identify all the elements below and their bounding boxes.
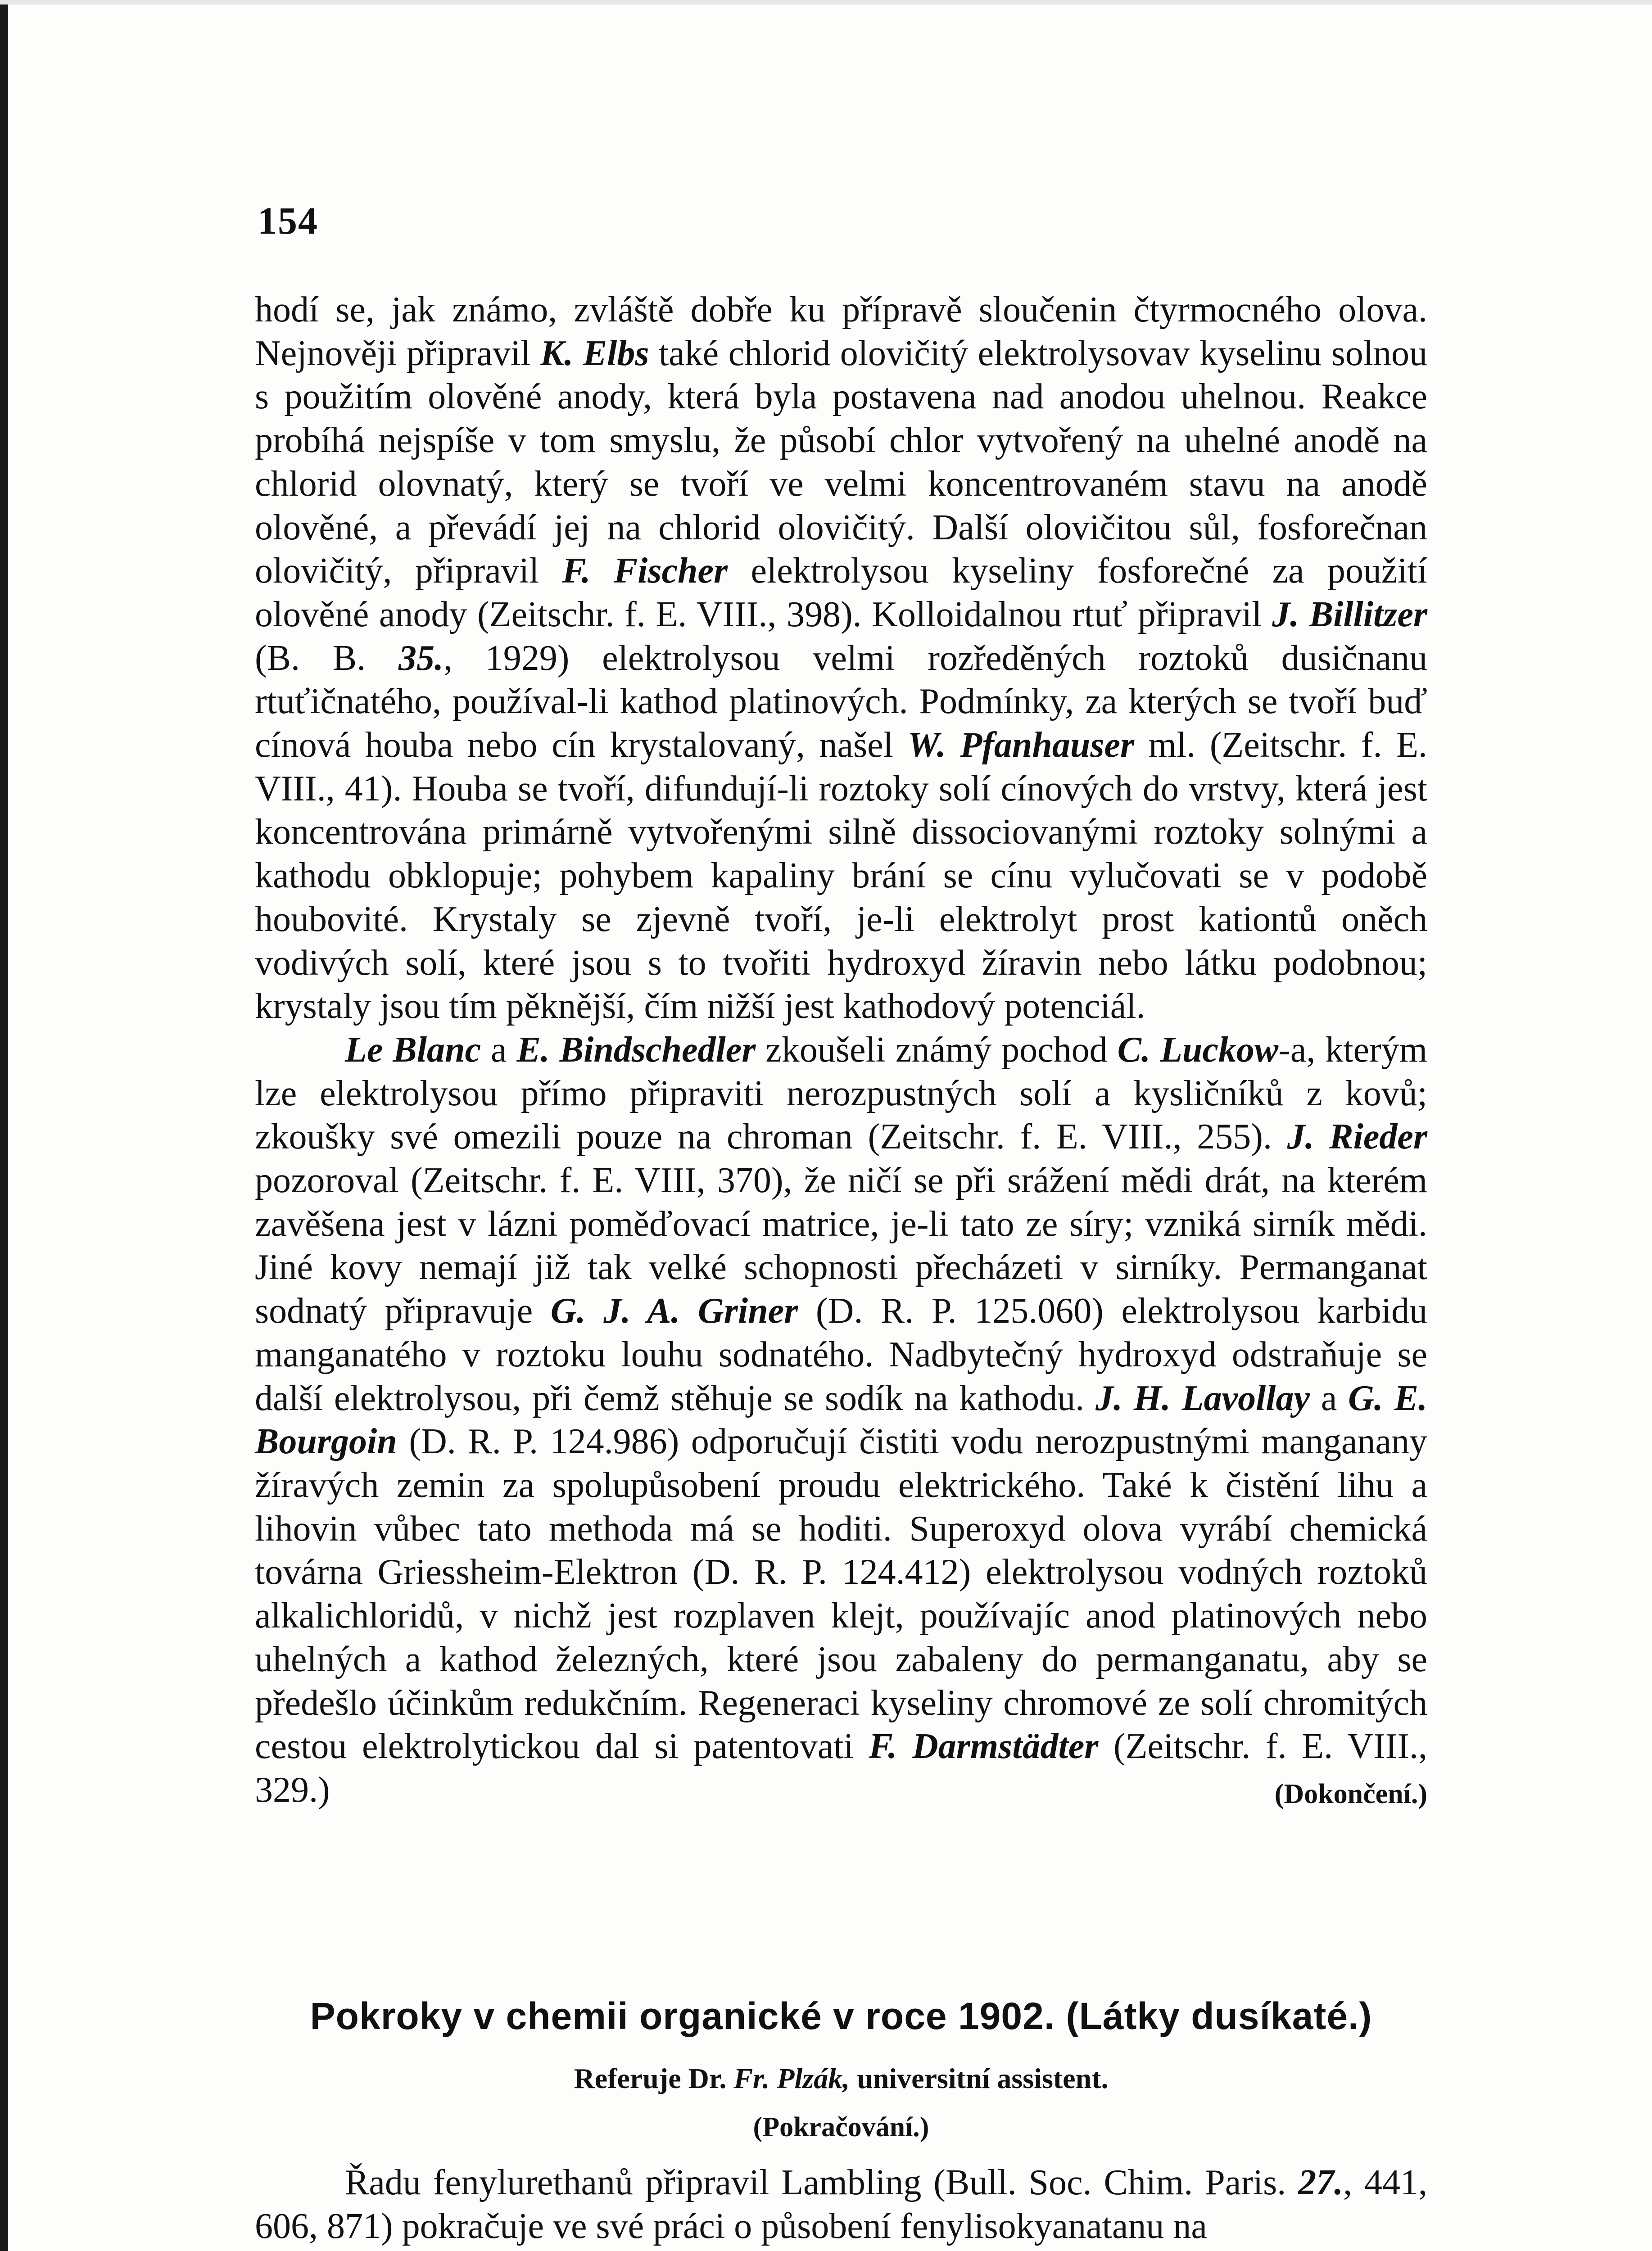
text-run: -a, kterým lze elektrolysou přímo připraviti nerozpustných solí a kysličníků z kovů; zkoušky své omezili pouze na chroman (Zeitschr. f. E. VIII., 255).: [255, 1030, 1427, 1157]
byline-suffix: universitní assistent.: [850, 2062, 1109, 2094]
text-run: pozoroval (Zeitschr. f. E. VIII, 370), že ničí se při srážení mědi drát, na kterém zavěšena jest v lázni poměďovací matrice, je-li tato ze síry; vzniká sirník mědi. Jiné kovy nemají již tak velké schopnosti přecházeti v sirníky. Permanganat sodnatý připravuje: [255, 1161, 1427, 1331]
author-name: J. H. Lavollay: [1095, 1378, 1310, 1418]
author-name: 27.: [1298, 2163, 1344, 2202]
text-run: (B. B.: [255, 638, 398, 678]
text-run: Řadu fenylurethanů připravil Lambling (Bull. Soc. Chim. Paris.: [345, 2163, 1299, 2202]
page-number: 154: [258, 199, 318, 242]
article-heading: Pokroky v chemii organické v roce 1902. (Látky dusíkaté.): [310, 1995, 1372, 2037]
author-name: E. Bindschedler: [516, 1030, 756, 1070]
paragraph-phenylurethanes: [255, 2161, 1427, 2248]
text-run: ml. (Zeitschr. f. E. VIII., 41). Houba se tvoří, difundují-li roztoky solí cínových do vrstvy, která jest koncentrována primárně vytvořenými silně dissociovanými roztoky solnými a kathodu obklopuje; pohybem kapaliny brání se cínu vylučovati se v podobě houbovité. Krystaly se zjevně tvoří, je-li elektrolyt prost kationtů oněch vodivých solí, které jsou s to tvořiti hydroxyd žíravin nebo látku podobnou; krystaly jsou tím pěknější, čím nižší jest kathodový potenciál.: [255, 725, 1428, 1026]
author-name: W. Pfanhauser: [907, 725, 1135, 765]
text-run: také chlorid olovičitý elektrolysovav kyselinu solnou s použitím olověné anody, která byla postavena nad anodou uhelnou. Reakce probíhá nejspíše v tom smyslu, že působí chlor vytvořený na uhelné anodě na chlorid olovnatý, který se tvoří ve velmi koncentrovaném stavu na anodě olověné, a převádí jej na chlorid olovičitý. Další olovičitou sůl, fosforečnan olovičitý, připravil: [255, 333, 1428, 591]
text-run: , 1929) elektrolysou velmi rozředěných roztoků dusičnanu rtuťičnatého, používal-li kathod platinových. Podmínky, za kterých se tvoří buď cínová houba nebo cín krystalovaný, našel: [255, 638, 1428, 765]
text-run: , 441, 606, 871) pokračuje ve své práci o působení fenylisokyanatanu na: [255, 2163, 1428, 2246]
byline: [255, 2062, 1427, 2095]
author-name: F. Fischer: [562, 551, 728, 591]
author-name: J. Rieder: [1287, 1117, 1428, 1157]
byline-author: Fr. Plzák,: [733, 2062, 850, 2094]
continued-note: (Pokračování.): [753, 2112, 929, 2143]
author-name: C. Luckow: [1117, 1030, 1279, 1070]
body-text-bottom: [255, 2161, 1427, 2248]
text-run: zkoušeli známý pochod: [756, 1030, 1118, 1070]
text-run: (Zeitschr. f. E. VIII., 329.): [255, 1727, 1428, 1810]
author-name: G. J. A. Griner: [550, 1291, 798, 1331]
scan-edge-left: [0, 0, 8, 2251]
author-name: K. Elbs: [540, 333, 649, 373]
byline-prefix: Referuje Dr.: [574, 2062, 734, 2094]
text-run: (D. R. P. 124.986) odporučují čistiti vodu nerozpustnými manganany žíravých zemin za spolupůsobení proudu elektrického. Také k čistění lihu a lihovin vůbec tato methoda má se hoditi. Superoxyd olova vyrábí chemická továrna Griessheim-Elektron (D. R. P. 124.412) elektrolysou vodných roztoků alkalichloridů, v nichž jest rozplaven klejt, používajíc anod platinových nebo uhelných a kathod železných, které jsou zabaleny do permanganatu, aby se předešlo účinkům redukčním. Regeneraci kyseliny chromové ze solí chromitých cestou elektrolytickou dal si patentovati: [255, 1422, 1427, 1767]
end-note: (Dokončení.): [1274, 1778, 1427, 1809]
text-run: elektrolysou kyseliny fosforečné za použití olověné anody (Zeitschr. f. E. VIII., 398). Kolloidalnou rtuť připravil: [255, 551, 1428, 634]
paragraph-electrolysis-lead: [255, 288, 1427, 1028]
body-text-top: [255, 288, 1427, 1816]
text-run: (D. R. P. 125.060) elektrolysou karbidu manganatého v roztoku louhu sodnatého. Nadbytečný hydroxyd odstraňuje se další elektrolysou, při čemž stěhuje se sodík na kathodu.: [255, 1291, 1427, 1418]
paragraph-electrolysis-salts: [255, 1028, 1427, 1812]
text-run: hodí se, jak známo, zvláště dobře ku přípravě sloučenin čtyrmocného olova. Nejnověji připravil: [255, 290, 1427, 373]
author-name: Le Blanc: [345, 1030, 481, 1070]
author-name: G. E. Bourgoin: [255, 1378, 1427, 1462]
text-run: a: [1310, 1378, 1349, 1418]
author-name: J. Billitzer: [1272, 594, 1428, 634]
text-run: a: [480, 1030, 517, 1070]
author-name: 35.: [398, 638, 444, 678]
scan-edge-top: [0, 0, 1652, 5]
author-name: F. Darmstädter: [869, 1727, 1099, 1767]
